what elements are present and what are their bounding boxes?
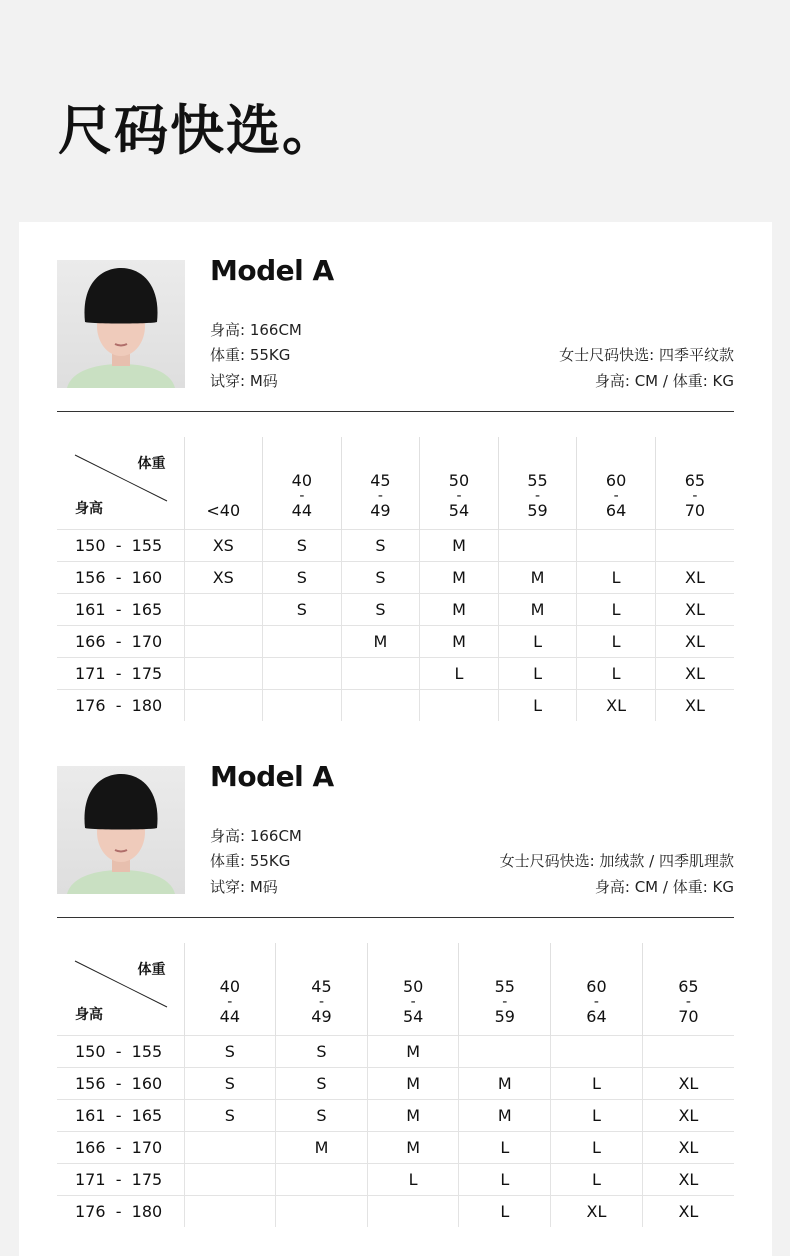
weight-column-header: 60 - 64	[551, 943, 643, 1036]
size-cell: L	[551, 1068, 643, 1100]
size-cell: M	[276, 1132, 368, 1164]
model-height: 身高: 166CM	[210, 321, 302, 339]
size-cell	[341, 690, 420, 722]
height-axis-label: 身高	[75, 1007, 103, 1023]
size-cell	[263, 690, 342, 722]
table-row	[57, 626, 734, 658]
weight-column-header: 45 - 49	[341, 437, 420, 530]
size-cell: XL	[642, 1132, 734, 1164]
size-cell: M	[367, 1068, 459, 1100]
height-range: 150 - 155	[57, 1036, 184, 1068]
table-row	[57, 690, 734, 722]
weight-column-header: 45 - 49	[276, 943, 368, 1036]
size-cell: L	[551, 1100, 643, 1132]
size-cell: XL	[642, 1100, 734, 1132]
size-cell: S	[341, 530, 420, 562]
table-row	[57, 1100, 734, 1132]
weight-column-header: 65 - 70	[642, 943, 734, 1036]
model-try-on-size: 试穿: M码	[210, 878, 278, 896]
size-cell: L	[577, 626, 656, 658]
size-cell	[184, 658, 263, 690]
model-photo	[57, 260, 185, 388]
size-cell: S	[341, 562, 420, 594]
table-row	[57, 658, 734, 690]
weight-column-header: 55 - 59	[459, 943, 551, 1036]
table-row	[57, 1036, 734, 1068]
size-cell	[263, 658, 342, 690]
size-cell: XL	[551, 1196, 643, 1228]
size-cell: S	[263, 594, 342, 626]
size-cell: L	[551, 1164, 643, 1196]
size-cell: XL	[577, 690, 656, 722]
weight-column-header: 60 - 64	[577, 437, 656, 530]
size-guide-card	[19, 222, 772, 1256]
model-photo	[57, 766, 185, 894]
height-range: 166 - 170	[57, 626, 184, 658]
size-cell: M	[420, 562, 499, 594]
size-cell: L	[498, 658, 577, 690]
size-cell: L	[577, 594, 656, 626]
divider	[57, 917, 734, 918]
size-cell: M	[420, 626, 499, 658]
height-range: 156 - 160	[57, 1068, 184, 1100]
height-range: 176 - 180	[57, 690, 184, 722]
size-cell: M	[367, 1132, 459, 1164]
size-cell	[263, 626, 342, 658]
weight-column-header: <40	[184, 437, 263, 530]
size-section-1	[19, 222, 772, 715]
size-cell: M	[341, 626, 420, 658]
size-cell	[420, 690, 499, 722]
weight-column-header: 40 - 44	[263, 437, 342, 530]
page-title: 尺码快选。	[58, 99, 338, 162]
size-cell	[184, 690, 263, 722]
size-cell	[184, 1164, 276, 1196]
height-range: 176 - 180	[57, 1196, 184, 1228]
size-cell	[655, 530, 734, 562]
size-cell: XS	[184, 562, 263, 594]
chart-title: 女士尺码快选: 四季平纹款	[559, 346, 734, 364]
height-range: 161 - 165	[57, 1100, 184, 1132]
size-cell	[184, 1132, 276, 1164]
table-row	[57, 1068, 734, 1100]
size-cell	[459, 1036, 551, 1068]
size-cell	[577, 530, 656, 562]
model-try-on-size: 试穿: M码	[210, 372, 278, 390]
height-range: 150 - 155	[57, 530, 184, 562]
table-row	[57, 594, 734, 626]
divider	[57, 411, 734, 412]
height-range: 171 - 175	[57, 658, 184, 690]
height-range: 171 - 175	[57, 1164, 184, 1196]
size-cell	[276, 1164, 368, 1196]
weight-column-header: 50 - 54	[367, 943, 459, 1036]
height-range: 156 - 160	[57, 562, 184, 594]
size-cell: M	[420, 530, 499, 562]
size-cell: S	[276, 1100, 368, 1132]
size-cell: M	[420, 594, 499, 626]
size-cell: M	[498, 594, 577, 626]
size-cell: S	[263, 530, 342, 562]
model-weight: 体重: 55KG	[210, 852, 291, 870]
size-cell: S	[263, 562, 342, 594]
weight-axis-label: 体重	[137, 962, 166, 978]
table-row	[57, 1132, 734, 1164]
size-cell: S	[184, 1100, 276, 1132]
size-cell: XL	[642, 1068, 734, 1100]
size-cell	[276, 1196, 368, 1228]
size-cell: S	[276, 1068, 368, 1100]
size-section-2	[19, 728, 772, 1228]
table-row	[57, 1196, 734, 1228]
size-cell: S	[276, 1036, 368, 1068]
height-range: 161 - 165	[57, 594, 184, 626]
size-cell	[184, 626, 263, 658]
size-cell: L	[498, 626, 577, 658]
size-cell: L	[577, 562, 656, 594]
model-weight: 体重: 55KG	[210, 346, 291, 364]
size-cell: XL	[655, 690, 734, 722]
table-corner-header	[57, 437, 184, 530]
size-table	[57, 437, 734, 721]
table-row	[57, 1164, 734, 1196]
size-cell: S	[184, 1036, 276, 1068]
table-corner-header	[57, 943, 184, 1036]
size-cell: XL	[655, 594, 734, 626]
size-cell	[341, 658, 420, 690]
size-cell	[184, 594, 263, 626]
size-cell: M	[459, 1068, 551, 1100]
table-row	[57, 562, 734, 594]
size-cell: XL	[642, 1196, 734, 1228]
size-cell: L	[498, 690, 577, 722]
chart-units: 身高: CM / 体重: KG	[594, 878, 734, 896]
size-cell	[498, 530, 577, 562]
size-cell: M	[498, 562, 577, 594]
size-cell: L	[577, 658, 656, 690]
table-row	[57, 530, 734, 562]
weight-column-header: 50 - 54	[420, 437, 499, 530]
size-cell	[642, 1036, 734, 1068]
model-name: Model A	[210, 254, 334, 287]
height-axis-label: 身高	[75, 501, 103, 517]
size-cell: L	[459, 1196, 551, 1228]
weight-column-header: 65 - 70	[655, 437, 734, 530]
model-name: Model A	[210, 760, 334, 793]
weight-column-header: 40 - 44	[184, 943, 276, 1036]
size-cell: XL	[655, 658, 734, 690]
weight-axis-label: 体重	[137, 456, 166, 472]
size-cell: L	[420, 658, 499, 690]
size-cell: S	[184, 1068, 276, 1100]
size-cell: L	[459, 1132, 551, 1164]
size-cell: L	[551, 1132, 643, 1164]
model-height: 身高: 166CM	[210, 827, 302, 845]
size-cell: XS	[184, 530, 263, 562]
size-cell: M	[367, 1036, 459, 1068]
size-cell: XL	[642, 1164, 734, 1196]
weight-column-header: 55 - 59	[498, 437, 577, 530]
size-table	[57, 943, 734, 1227]
size-cell: M	[459, 1100, 551, 1132]
size-cell: S	[341, 594, 420, 626]
size-cell: XL	[655, 562, 734, 594]
size-cell	[551, 1036, 643, 1068]
chart-title: 女士尺码快选: 加绒款 / 四季肌理款	[499, 852, 734, 870]
size-cell: XL	[655, 626, 734, 658]
size-cell	[184, 1196, 276, 1228]
size-cell: L	[459, 1164, 551, 1196]
height-range: 166 - 170	[57, 1132, 184, 1164]
size-cell: L	[367, 1164, 459, 1196]
size-cell: M	[367, 1100, 459, 1132]
size-cell	[367, 1196, 459, 1228]
chart-units: 身高: CM / 体重: KG	[594, 372, 734, 390]
